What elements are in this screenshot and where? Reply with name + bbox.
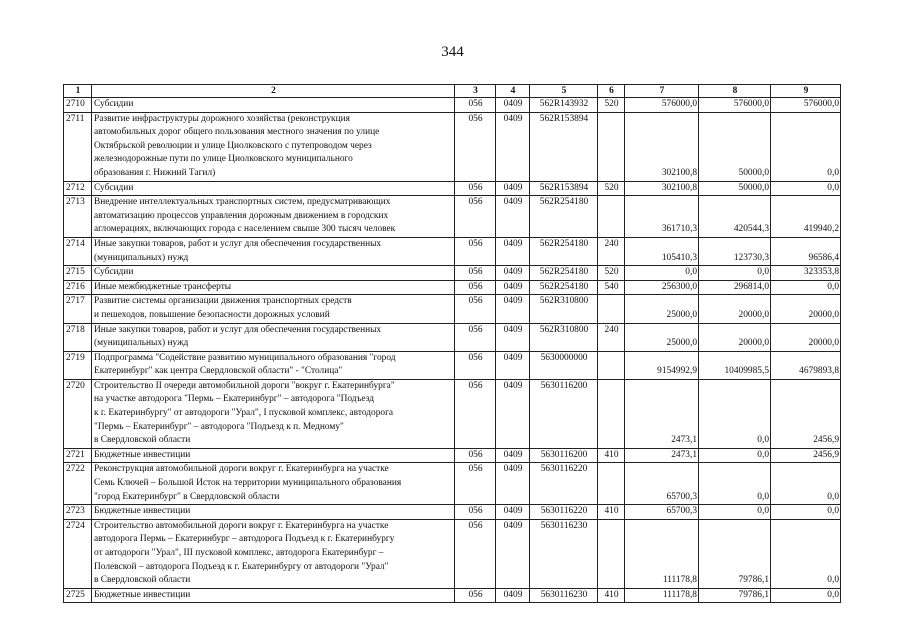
amount-col-8: 0,0 bbox=[699, 505, 771, 520]
amount-col-7: 25000,0 bbox=[625, 295, 699, 323]
description-line: Семь Ключей – Большой Исток на территории муниципального образования bbox=[94, 478, 402, 489]
description-line: Бюджетные инвестиции bbox=[94, 589, 191, 600]
description-line: Строительство автомобильной дороги вокруг г. Екатеринбурга на участке bbox=[94, 520, 389, 531]
ministry-code: 056 bbox=[455, 112, 496, 181]
amount-col-7: 9154992,9 bbox=[625, 351, 699, 379]
description-line: агломерациях, включающих города с населением свыше 300 тысяч человек bbox=[94, 224, 396, 235]
description-line: Екатеринбург" как центра Свердловской области" - "Столица" bbox=[94, 366, 343, 377]
target-code: 562R254180 bbox=[530, 266, 598, 281]
ministry-code: 056 bbox=[455, 237, 496, 265]
table-row bbox=[64, 463, 841, 505]
amount-col-7: 361710,3 bbox=[625, 196, 699, 238]
column-header: 3 bbox=[455, 85, 496, 98]
row-number: 2715 bbox=[64, 266, 92, 281]
row-description bbox=[92, 280, 455, 295]
section-code: 0409 bbox=[496, 323, 530, 351]
amount-col-8: 296814,0 bbox=[699, 280, 771, 295]
amount-col-7: 65700,3 bbox=[625, 463, 699, 505]
amount-col-7: 2473,1 bbox=[625, 379, 699, 448]
section-code: 0409 bbox=[496, 505, 530, 520]
expense-type-code bbox=[598, 295, 625, 323]
amount-col-9: 0,0 bbox=[771, 181, 841, 196]
section-code: 0409 bbox=[496, 588, 530, 603]
amount-col-9: 0,0 bbox=[771, 280, 841, 295]
ministry-code: 056 bbox=[455, 323, 496, 351]
ministry-code: 056 bbox=[455, 588, 496, 603]
ministry-code: 056 bbox=[455, 266, 496, 281]
ministry-code: 056 bbox=[455, 295, 496, 323]
amount-col-9: 0,0 bbox=[771, 519, 841, 588]
target-code: 562R254180 bbox=[530, 196, 598, 238]
table-row bbox=[64, 588, 841, 603]
table-row bbox=[64, 112, 841, 181]
ministry-code: 056 bbox=[455, 463, 496, 505]
amount-col-7: 105410,3 bbox=[625, 237, 699, 265]
ministry-code: 056 bbox=[455, 448, 496, 463]
ministry-code: 056 bbox=[455, 379, 496, 448]
description-line: Реконструкция автомобильной дороги вокруг г. Екатеринбурга на участке bbox=[94, 464, 389, 475]
amount-col-7: 25000,0 bbox=[625, 323, 699, 351]
column-header: 8 bbox=[699, 85, 771, 98]
column-header: 4 bbox=[496, 85, 530, 98]
description-line: Иные межбюджетные трансферты bbox=[94, 281, 232, 292]
row-number: 2722 bbox=[64, 463, 92, 505]
description-line: автоматизацию процессов управления дорожным движением в городских bbox=[94, 210, 389, 221]
amount-col-7: 111178,8 bbox=[625, 588, 699, 603]
target-code: 5630116220 bbox=[530, 505, 598, 520]
ministry-code: 056 bbox=[455, 351, 496, 379]
amount-col-8: 0,0 bbox=[699, 379, 771, 448]
section-code: 0409 bbox=[496, 295, 530, 323]
section-code: 0409 bbox=[496, 237, 530, 265]
amount-col-8: 79786,1 bbox=[699, 588, 771, 603]
amount-col-9: 0,0 bbox=[771, 588, 841, 603]
ministry-code: 056 bbox=[455, 98, 496, 113]
amount-col-8: 79786,1 bbox=[699, 519, 771, 588]
amount-col-9: 4679893,8 bbox=[771, 351, 841, 379]
target-code: 5630116230 bbox=[530, 519, 598, 588]
column-header: 9 bbox=[771, 85, 841, 98]
table-row bbox=[64, 448, 841, 463]
section-code: 0409 bbox=[496, 98, 530, 113]
ministry-code: 056 bbox=[455, 280, 496, 295]
column-header: 7 bbox=[625, 85, 699, 98]
target-code: 562R310800 bbox=[530, 323, 598, 351]
expense-type-code bbox=[598, 112, 625, 181]
ministry-code: 056 bbox=[455, 519, 496, 588]
section-code: 0409 bbox=[496, 112, 530, 181]
budget-table bbox=[63, 84, 841, 603]
row-number: 2716 bbox=[64, 280, 92, 295]
target-code: 562R153894 bbox=[530, 112, 598, 181]
target-code: 562R143932 bbox=[530, 98, 598, 113]
amount-col-8: 0,0 bbox=[699, 463, 771, 505]
description-line: и пешеходов, повышение безопасности дорожных условий bbox=[94, 309, 330, 320]
section-code: 0409 bbox=[496, 181, 530, 196]
row-number: 2714 bbox=[64, 237, 92, 265]
amount-col-9: 0,0 bbox=[771, 112, 841, 181]
ministry-code: 056 bbox=[455, 196, 496, 238]
row-description bbox=[92, 181, 455, 196]
row-description bbox=[92, 505, 455, 520]
description-line: Развитие инфраструктуры дорожного хозяйства (реконструкция bbox=[94, 113, 350, 124]
description-line: Субсидии bbox=[94, 267, 134, 278]
header-row bbox=[64, 85, 841, 98]
section-code: 0409 bbox=[496, 351, 530, 379]
amount-col-8: 576000,0 bbox=[699, 98, 771, 113]
amount-col-9: 96586,4 bbox=[771, 237, 841, 265]
description-line: от автодороги "Урал", III пусковой комплекс, автодорога Екатеринбург – bbox=[94, 548, 384, 558]
table-row bbox=[64, 181, 841, 196]
amount-col-8: 420544,3 bbox=[699, 196, 771, 238]
row-number: 2720 bbox=[64, 379, 92, 448]
row-description bbox=[92, 519, 455, 588]
description-line: к г. Екатеринбургу" от автодороги "Урал", I пусковой комплекс, автодорога bbox=[94, 408, 394, 419]
row-description bbox=[92, 112, 455, 181]
amount-col-9: 2456,9 bbox=[771, 448, 841, 463]
description-line: Развитие системы организации движения транспортных средств bbox=[94, 296, 352, 307]
row-description bbox=[92, 323, 455, 351]
description-line: Полевской – автодорога Подъезд к г. Екатеринбургу от автодороги "Урал" bbox=[94, 561, 389, 572]
amount-col-9: 0,0 bbox=[771, 463, 841, 505]
row-number: 2717 bbox=[64, 295, 92, 323]
amount-col-9: 2456,9 bbox=[771, 379, 841, 448]
table-row bbox=[64, 519, 841, 588]
table-row bbox=[64, 280, 841, 295]
expense-type-code: 240 bbox=[598, 323, 625, 351]
amount-col-8: 10409985,5 bbox=[699, 351, 771, 379]
table-row bbox=[64, 237, 841, 265]
description-line: Октябрьской революции и улице Циолковского с путепроводом через bbox=[94, 140, 372, 151]
expense-type-code: 240 bbox=[598, 237, 625, 265]
amount-col-7: 302100,8 bbox=[625, 181, 699, 196]
section-code: 0409 bbox=[496, 266, 530, 281]
target-code: 5630116200 bbox=[530, 379, 598, 448]
section-code: 0409 bbox=[496, 379, 530, 448]
page-number: 344 bbox=[441, 44, 464, 60]
row-description bbox=[92, 266, 455, 281]
description-line: Иные закупки товаров, работ и услуг для обеспечения государственных bbox=[94, 324, 382, 335]
column-header: 5 bbox=[530, 85, 598, 98]
target-code: 5630116200 bbox=[530, 448, 598, 463]
column-header: 2 bbox=[92, 85, 455, 98]
description-line: в Свердловской области bbox=[94, 435, 191, 446]
section-code: 0409 bbox=[496, 280, 530, 295]
row-number: 2718 bbox=[64, 323, 92, 351]
row-number: 2725 bbox=[64, 588, 92, 603]
description-line: "город Екатеринбург" в Свердловской области bbox=[94, 491, 280, 502]
expense-type-code: 410 bbox=[598, 505, 625, 520]
description-line: Бюджетные инвестиции bbox=[94, 506, 191, 517]
row-description bbox=[92, 351, 455, 379]
amount-col-9: 576000,0 bbox=[771, 98, 841, 113]
amount-col-7: 111178,8 bbox=[625, 519, 699, 588]
expense-type-code bbox=[598, 519, 625, 588]
amount-col-9: 323353,8 bbox=[771, 266, 841, 281]
row-description bbox=[92, 295, 455, 323]
row-description bbox=[92, 379, 455, 448]
row-number: 2713 bbox=[64, 196, 92, 238]
description-line: "Пермь – Екатеринбург" – автодорога "Подъезд к п. Медному" bbox=[94, 421, 344, 432]
description-line: Внедрение интеллектуальных транспортных систем, предусматривающих bbox=[94, 197, 391, 208]
expense-type-code: 540 bbox=[598, 280, 625, 295]
amount-col-8: 0,0 bbox=[699, 448, 771, 463]
table-row bbox=[64, 196, 841, 238]
amount-col-8: 123730,3 bbox=[699, 237, 771, 265]
table-row bbox=[64, 351, 841, 379]
expense-type-code bbox=[598, 379, 625, 448]
target-code: 562R254180 bbox=[530, 237, 598, 265]
amount-col-8: 50000,0 bbox=[699, 112, 771, 181]
ministry-code: 056 bbox=[455, 181, 496, 196]
table-row bbox=[64, 379, 841, 448]
amount-col-7: 2473,1 bbox=[625, 448, 699, 463]
target-code: 562R153894 bbox=[530, 181, 598, 196]
row-number: 2711 bbox=[64, 112, 92, 181]
amount-col-9: 0,0 bbox=[771, 505, 841, 520]
target-code: 5630000000 bbox=[530, 351, 598, 379]
row-number: 2721 bbox=[64, 448, 92, 463]
expense-type-code: 520 bbox=[598, 266, 625, 281]
row-description bbox=[92, 588, 455, 603]
row-description bbox=[92, 448, 455, 463]
section-code: 0409 bbox=[496, 448, 530, 463]
row-number: 2723 bbox=[64, 505, 92, 520]
column-header: 6 bbox=[598, 85, 625, 98]
amount-col-8: 0,0 bbox=[699, 266, 771, 281]
description-line: на участке автодорога "Пермь – Екатеринбург" – автодорога "Подъезд bbox=[94, 394, 374, 405]
section-code: 0409 bbox=[496, 463, 530, 505]
expense-type-code: 520 bbox=[598, 98, 625, 113]
section-code: 0409 bbox=[496, 196, 530, 238]
row-description bbox=[92, 463, 455, 505]
description-line: Субсидии bbox=[94, 182, 134, 193]
description-line: железнодорожные пути по улице Циолковского муниципального bbox=[94, 154, 353, 165]
target-code: 5630116220 bbox=[530, 463, 598, 505]
description-line: автодорога Пермь – Екатеринбург – автодорога Подъезд к г. Екатеринбургу bbox=[94, 534, 395, 545]
table-row bbox=[64, 323, 841, 351]
section-code: 0409 bbox=[496, 519, 530, 588]
column-header: 1 bbox=[64, 85, 92, 98]
description-line: в Свердловской области bbox=[94, 575, 191, 586]
row-number: 2719 bbox=[64, 351, 92, 379]
amount-col-9: 20000,0 bbox=[771, 295, 841, 323]
description-line: Строительство II очереди автомобильной дороги "вокруг г. Екатеринбурга" bbox=[94, 380, 395, 391]
description-line: Бюджетные инвестиции bbox=[94, 449, 191, 460]
amount-col-8: 50000,0 bbox=[699, 181, 771, 196]
expense-type-code bbox=[598, 463, 625, 505]
description-line: Субсидии bbox=[94, 99, 134, 109]
expense-type-code bbox=[598, 196, 625, 238]
amount-col-8: 20000,0 bbox=[699, 295, 771, 323]
amount-col-7: 65700,3 bbox=[625, 505, 699, 520]
expense-type-code bbox=[598, 351, 625, 379]
row-number: 2710 bbox=[64, 98, 92, 113]
expense-type-code: 410 bbox=[598, 448, 625, 463]
description-line: автомобильных дорог общего пользования местного значения по улице bbox=[94, 127, 380, 138]
description-line: (муниципальных) нужд bbox=[94, 252, 189, 263]
row-number: 2712 bbox=[64, 181, 92, 196]
description-line: Подпрограмма "Содействие развитию муниципального образования "город bbox=[94, 352, 396, 363]
ministry-code: 056 bbox=[455, 505, 496, 520]
expense-type-code: 520 bbox=[598, 181, 625, 196]
amount-col-7: 576000,0 bbox=[625, 98, 699, 113]
table-row bbox=[64, 505, 841, 520]
target-code: 562R254180 bbox=[530, 280, 598, 295]
row-number: 2724 bbox=[64, 519, 92, 588]
table-row bbox=[64, 98, 841, 113]
row-description bbox=[92, 196, 455, 238]
row-description bbox=[92, 237, 455, 265]
description-line: (муниципальных) нужд bbox=[94, 338, 189, 349]
target-code: 562R310800 bbox=[530, 295, 598, 323]
amount-col-7: 302100,8 bbox=[625, 112, 699, 181]
description-line: Иные закупки товаров, работ и услуг для обеспечения государственных bbox=[94, 238, 382, 249]
target-code: 5630116230 bbox=[530, 588, 598, 603]
amount-col-9: 20000,0 bbox=[771, 323, 841, 351]
amount-col-9: 419940,2 bbox=[771, 196, 841, 238]
table-row bbox=[64, 295, 841, 323]
expense-type-code: 410 bbox=[598, 588, 625, 603]
amount-col-7: 256300,0 bbox=[625, 280, 699, 295]
amount-col-7: 0,0 bbox=[625, 266, 699, 281]
table-row bbox=[64, 266, 841, 281]
row-description bbox=[92, 98, 455, 113]
amount-col-8: 20000,0 bbox=[699, 323, 771, 351]
description-line: образования г. Нижний Тагил) bbox=[94, 167, 216, 178]
